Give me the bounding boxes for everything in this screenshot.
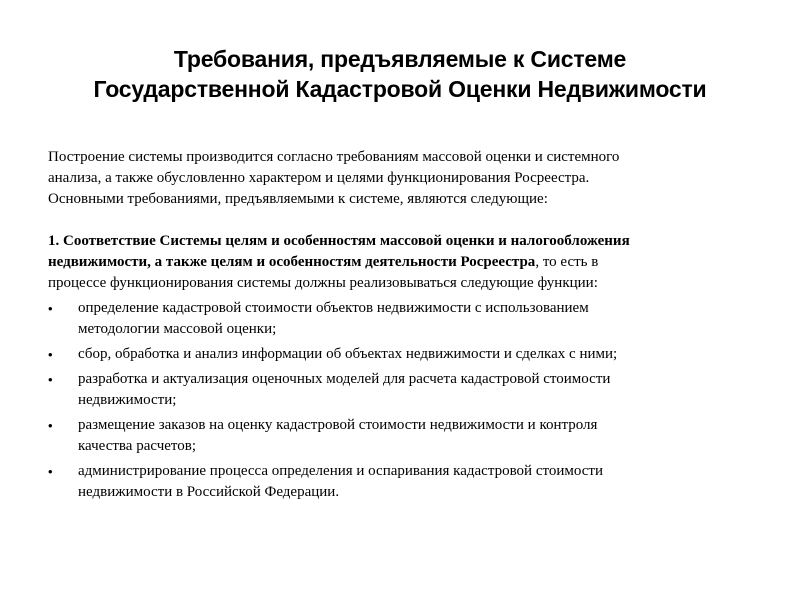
slide-title [0,44,800,104]
list-item [48,344,768,365]
intro-line-2: анализа, а также обусловленно характером и целями функционирования Росреестра. [48,170,590,186]
list-item [48,298,768,340]
list-item-line: недвижимости; [78,392,177,408]
intro-line-1: Построение системы производится согласно требованиям массовой оценки и системного [48,149,620,165]
requirement-paragraph [48,231,768,294]
list-item [48,415,768,457]
list-item [48,461,768,503]
intro-paragraph [48,147,768,210]
bullet-icon: • [48,301,53,316]
list-item-line: определение кадастровой стоимости объектов недвижимости с использованием [78,300,589,316]
requirement-line-3: процессе функционирования системы должны реализовываться следующие функции: [48,275,598,291]
list-item-line: качества расчетов; [78,438,197,454]
bullet-icon: • [48,464,53,479]
list-item [48,369,768,411]
list-item-line: разработка и актуализация оценочных моделей для расчета кадастровой стоимости [78,371,611,387]
functions-list [48,298,768,503]
list-item-line: сбор, обработка и анализ информации об объектах недвижимости и сделках с ними; [78,346,618,362]
title-line-1: Требования, предъявляемые к Системе [173,46,627,72]
intro-line-3: Основными требованиями, предъявляемыми к системе, являются следующие: [48,191,548,207]
list-item-line: недвижимости в Российской Федерации. [78,484,340,500]
bullet-icon: • [48,347,53,362]
bullet-icon: • [48,418,53,433]
bullet-icon: • [48,372,53,387]
list-item-line: размещение заказов на оценку кадастровой стоимости недвижимости и контроля [78,417,598,433]
slide-body [48,147,768,507]
requirement-title-line-1: 1. Соответствие Системы целям и особенностям массовой оценки и налогообложения [48,233,630,249]
list-item-line: методологии массовой оценки; [78,321,277,337]
requirement-title-line-2: недвижимости, а также целям и особенностям деятельности Росреестра [48,254,536,270]
requirement-tail: , то есть в [535,254,599,270]
title-line-2: Государственной Кадастровой Оценки Недвижимости [93,76,707,102]
list-item-line: администрирование процесса определения и оспаривания кадастровой стоимости [78,463,603,479]
